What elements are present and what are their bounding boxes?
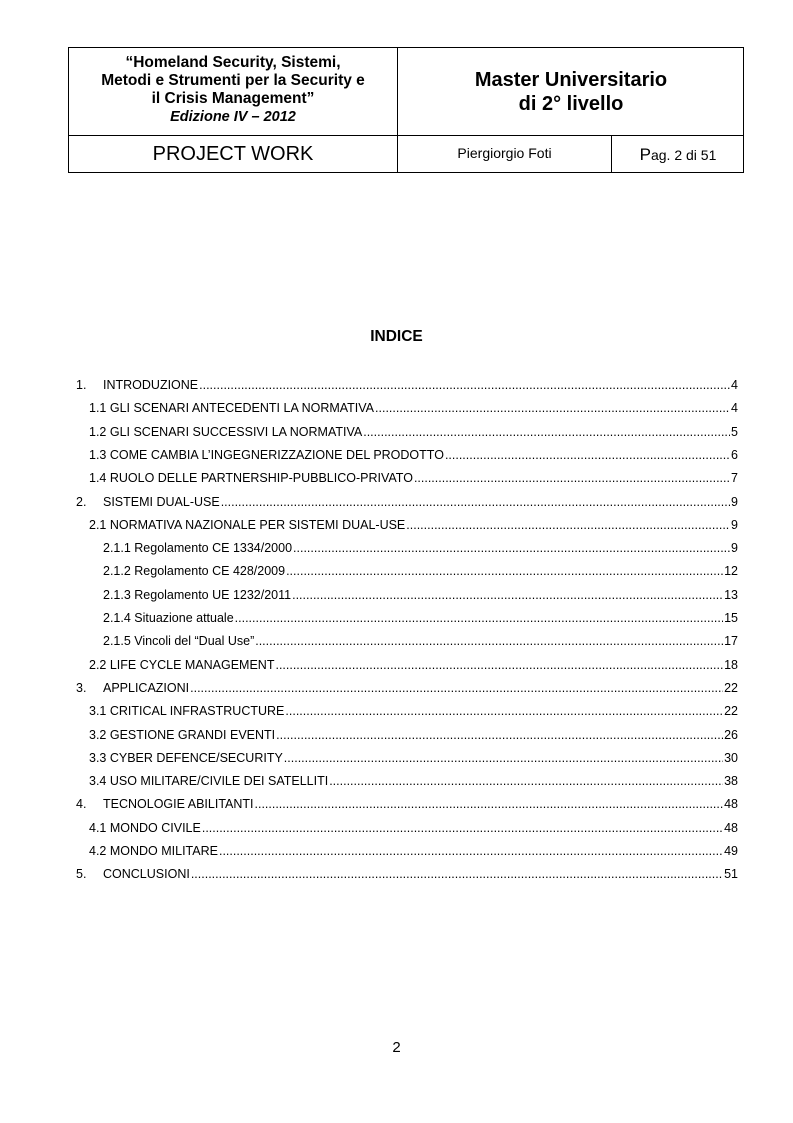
course-title-line: Metodi e Strumenti per la Security e	[101, 72, 365, 89]
toc-leader-dots	[375, 399, 730, 417]
toc-entry-page: 13	[724, 587, 738, 602]
toc-entry-label: 4.1 MONDO CIVILE	[89, 820, 201, 835]
toc-entry-label: 1.4 RUOLO DELLE PARTNERSHIP-PUBBLICO-PRIVATO	[89, 471, 413, 486]
toc-leader-dots	[255, 795, 724, 813]
toc-leader-dots	[199, 376, 730, 394]
toc-entry-label: 1.3 COME CAMBIA L’INGEGNERIZZAZIONE DEL PRODOTTO	[89, 447, 444, 462]
toc-entry-number: 5.	[76, 867, 87, 882]
toc-entry-page: 9	[731, 541, 738, 556]
page-indicator-text: ag. 2 di 51	[650, 147, 717, 163]
toc-entry-page: 7	[731, 471, 738, 486]
toc-entry-label: TECNOLOGIE ABILITANTI	[103, 797, 254, 812]
toc-entry-label: 2.1.1 Regolamento CE 1334/2000	[103, 541, 293, 556]
toc-entry-page: 49	[724, 844, 738, 858]
toc-leader-dots	[293, 539, 730, 557]
toc-entry[interactable]	[89, 656, 738, 674]
toc-leader-dots	[363, 423, 730, 441]
toc-entry[interactable]	[89, 423, 738, 441]
toc-entry-page: 15	[724, 611, 738, 625]
toc-leader-dots	[219, 842, 723, 860]
toc-entry-page: 38	[724, 774, 738, 789]
toc-leader-dots	[445, 446, 730, 464]
toc-leader-dots	[329, 772, 723, 790]
toc-entry[interactable]	[76, 376, 738, 394]
toc-leader-dots	[285, 702, 723, 720]
toc-entry-label: 1.2 GLI SCENARI SUCCESSIVI LA NORMATIVA	[89, 424, 363, 439]
project-work-label: PROJECT WORK	[152, 143, 314, 165]
toc-leader-dots	[275, 656, 723, 674]
toc-entry-page: 22	[724, 680, 738, 695]
toc-entry-page: 9	[731, 517, 738, 532]
toc-leader-dots	[191, 865, 723, 883]
course-title-line: il Crisis Management”	[151, 90, 315, 107]
toc-entry[interactable]	[89, 469, 738, 487]
toc-entry-page: 5	[731, 424, 738, 439]
course-title-line: “Homeland Security, Sistemi,	[125, 54, 341, 71]
toc-entry-page: 12	[724, 564, 738, 579]
toc-entry-label: INTRODUZIONE	[103, 378, 199, 392]
toc-leader-dots	[292, 586, 723, 604]
toc-entry-label: 2.1.2 Regolamento CE 428/2009	[103, 564, 286, 579]
toc-entry[interactable]	[76, 865, 738, 883]
toc-entry-page: 22	[724, 704, 738, 719]
toc-entry[interactable]	[89, 819, 738, 837]
toc-entry-number: 1.	[76, 378, 87, 392]
toc-entry-label: 3.1 CRITICAL INFRASTRUCTURE	[89, 704, 285, 719]
toc-entry-label: APPLICAZIONI	[103, 680, 190, 695]
toc-entry-label: CONCLUSIONI	[103, 867, 190, 882]
toc-leader-dots	[286, 562, 723, 580]
toc-leader-dots	[284, 749, 723, 767]
toc-entry-page: 9	[731, 494, 738, 509]
toc-entry-page: 4	[731, 401, 738, 416]
master-title	[398, 48, 744, 135]
toc-entry-page: 4	[731, 378, 738, 392]
toc-entry[interactable]	[89, 702, 738, 720]
toc-leader-dots	[406, 516, 730, 534]
toc-leader-dots	[202, 819, 723, 837]
toc-entry[interactable]	[103, 609, 738, 627]
toc-entry-label: 2.2 LIFE CYCLE MANAGEMENT	[89, 657, 275, 672]
toc-entry-label: 1.1 GLI SCENARI ANTECEDENTI LA NORMATIVA	[89, 401, 375, 416]
toc-entry[interactable]	[89, 726, 738, 744]
toc-leader-dots	[235, 609, 723, 627]
toc-entry-label: 2.1.5 Vincoli del “Dual Use”	[103, 634, 255, 649]
master-title-line: di 2° livello	[518, 93, 624, 115]
toc-entry-page: 48	[724, 797, 738, 812]
toc-leader-dots	[414, 469, 730, 487]
toc-entry[interactable]	[89, 842, 738, 860]
toc-entry[interactable]	[89, 399, 738, 417]
toc-entry[interactable]	[103, 586, 738, 604]
toc-entry[interactable]	[89, 516, 738, 534]
toc-entry-page: 30	[724, 750, 738, 765]
document-header	[68, 47, 744, 173]
index-title: INDICE	[370, 328, 423, 345]
toc-entry-page: 6	[731, 447, 738, 462]
toc-leader-dots	[276, 726, 723, 744]
toc-entry-label: 3.4 USO MILITARE/CIVILE DEI SATELLITI	[89, 774, 329, 789]
toc-entry-page: 48	[724, 820, 738, 835]
toc-entry-page: 51	[724, 867, 738, 882]
toc-leader-dots	[221, 493, 730, 511]
toc-entry-page: 26	[724, 727, 738, 742]
toc-entry[interactable]	[76, 795, 738, 813]
toc-entry-page: 17	[724, 634, 738, 649]
toc-entry-number: 4.	[76, 797, 87, 812]
toc-entry-label: 3.2 GESTIONE GRANDI EVENTI	[89, 727, 276, 742]
toc-entry-page: 18	[724, 657, 738, 672]
toc-entry-label: 2.1.3 Regolamento UE 1232/2011	[103, 587, 292, 602]
toc-entry-label: 2.1 NORMATIVA NAZIONALE PER SISTEMI DUAL-USE	[89, 517, 406, 532]
page-indicator	[612, 136, 744, 173]
toc-entry[interactable]	[103, 562, 738, 580]
page-indicator-prefix: P	[639, 145, 651, 164]
toc-leader-dots	[255, 632, 723, 650]
author-name: Piergiorgio Foti	[457, 145, 552, 161]
toc-entry-label: 2.1.4 Situazione attuale	[103, 611, 234, 625]
toc-entry-label: 3.3 CYBER DEFENCE/SECURITY	[89, 750, 283, 765]
toc-entry[interactable]	[76, 493, 738, 511]
edition: Edizione IV – 2012	[170, 109, 296, 125]
toc-entry-label: SISTEMI DUAL-USE	[103, 494, 220, 509]
toc-entry[interactable]	[89, 772, 738, 790]
toc-entry[interactable]	[103, 632, 738, 650]
toc-entry-label: 4.2 MONDO MILITARE	[89, 844, 218, 858]
master-title-line: Master Universitario	[474, 69, 668, 91]
toc-entry[interactable]	[103, 539, 738, 557]
page-number: 2	[392, 1039, 401, 1056]
course-title	[69, 48, 397, 135]
toc-entry-number: 3.	[76, 680, 87, 695]
toc-entry-number: 2.	[76, 494, 87, 509]
toc-entry[interactable]	[76, 679, 738, 697]
toc-leader-dots	[190, 679, 723, 697]
toc-entry[interactable]	[89, 446, 738, 464]
toc-entry[interactable]	[89, 749, 738, 767]
